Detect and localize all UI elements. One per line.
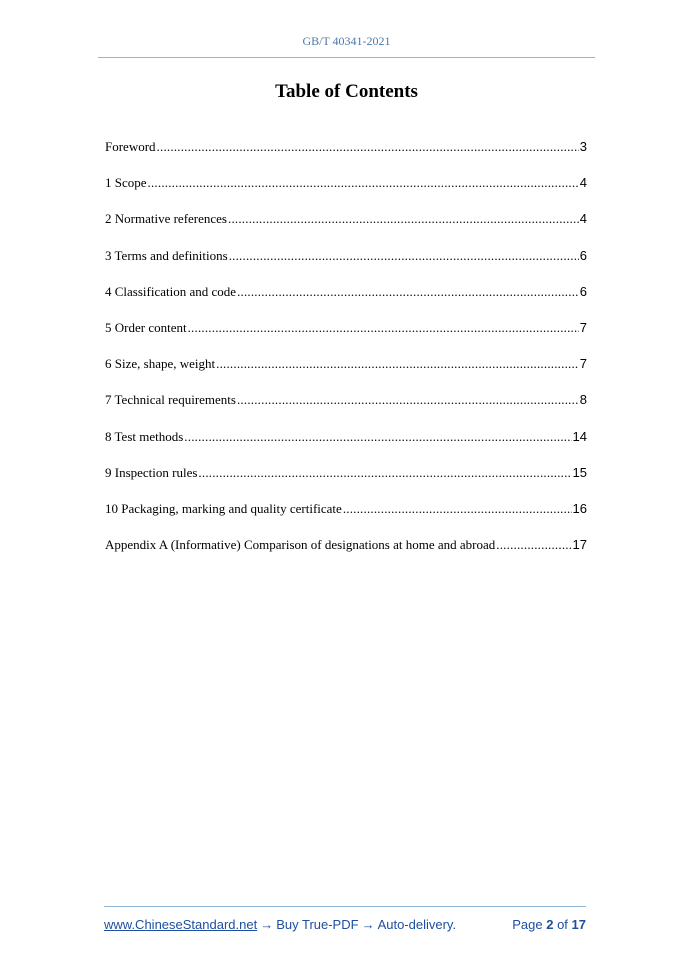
toc-entry-page: 6 — [579, 247, 587, 263]
toc-entry-inspection-rules[interactable] — [105, 465, 587, 501]
toc-entry-page: 14 — [572, 428, 587, 444]
dot-leader — [157, 139, 579, 155]
arrow-right-icon: → — [361, 917, 375, 932]
page-word: Page — [512, 917, 543, 932]
toc-entry-label: 9 Inspection rules — [105, 464, 198, 480]
dot-leader — [343, 501, 572, 517]
auto-delivery-text: Auto-delivery. — [377, 917, 457, 932]
arrow-right-icon: → — [260, 917, 274, 932]
toc-entry-order-content[interactable] — [105, 320, 587, 356]
toc-entry-label: 6 Size, shape, weight — [105, 356, 216, 372]
dot-leader — [229, 248, 579, 264]
toc-entry-packaging-marking[interactable] — [105, 501, 587, 537]
toc-entry-page: 7 — [579, 356, 587, 372]
toc-entry-page: 3 — [579, 139, 587, 154]
of-word: of — [557, 917, 568, 932]
toc-entry-page: 4 — [579, 211, 587, 227]
toc-entry-classification-and-code[interactable] — [105, 284, 587, 320]
page-footer — [104, 917, 586, 932]
toc-entry-page: 8 — [579, 392, 587, 408]
toc-entry-page: 4 — [579, 175, 587, 191]
dot-leader — [496, 537, 571, 553]
toc-entry-label: 2 Normative references — [105, 211, 227, 227]
buy-pdf-text: Buy True-PDF — [276, 917, 359, 932]
dot-leader — [216, 356, 579, 372]
toc-entry-scope[interactable] — [105, 175, 587, 211]
toc-entry-label: 10 Packaging, marking and quality certificate — [105, 500, 342, 516]
toc-entry-normative-references[interactable] — [105, 211, 587, 247]
toc-entry-appendix-a[interactable] — [105, 537, 587, 573]
toc-entry-page: 16 — [572, 500, 587, 516]
toc-entry-foreword[interactable] — [105, 139, 587, 175]
page-indicator — [512, 917, 586, 932]
footer-divider — [104, 906, 586, 907]
page-title: Table of Contents — [275, 81, 418, 102]
toc-entry-size-shape-weight[interactable] — [105, 356, 587, 392]
toc-entry-terms-and-definitions[interactable] — [105, 248, 587, 284]
header-divider — [98, 57, 595, 58]
toc-entry-label: 4 Classification and code — [105, 283, 237, 299]
dot-leader — [198, 465, 571, 481]
toc-entry-label: 5 Order content — [105, 319, 187, 335]
toc-entry-label: Appendix A (Informative) Comparison of designations at home and abroad — [105, 537, 496, 553]
footer-links — [104, 917, 456, 932]
toc-entry-page: 6 — [579, 283, 587, 299]
dot-leader — [184, 429, 571, 445]
toc-entry-label: 1 Scope — [105, 175, 147, 191]
dot-leader — [237, 284, 579, 300]
dot-leader — [228, 211, 579, 227]
toc-entry-label: 7 Technical requirements — [105, 392, 236, 408]
toc-entry-label: Foreword — [105, 139, 156, 154]
table-of-contents — [105, 139, 587, 573]
toc-entry-label: 8 Test methods — [105, 428, 184, 444]
toc-entry-technical-requirements[interactable] — [105, 392, 587, 428]
toc-entry-test-methods[interactable] — [105, 429, 587, 465]
website-link[interactable]: www.ChineseStandard.net — [104, 917, 258, 932]
current-page-number: 2 — [546, 917, 554, 932]
document-code-header: GB/T 40341-2021 — [302, 34, 391, 48]
toc-entry-page: 17 — [572, 537, 587, 553]
toc-entry-page: 15 — [572, 464, 587, 480]
dot-leader — [237, 392, 579, 408]
dot-leader — [148, 175, 579, 191]
dot-leader — [188, 320, 579, 336]
total-page-number: 17 — [571, 917, 586, 932]
toc-entry-label: 3 Terms and definitions — [105, 247, 228, 263]
toc-entry-page: 7 — [579, 319, 587, 335]
